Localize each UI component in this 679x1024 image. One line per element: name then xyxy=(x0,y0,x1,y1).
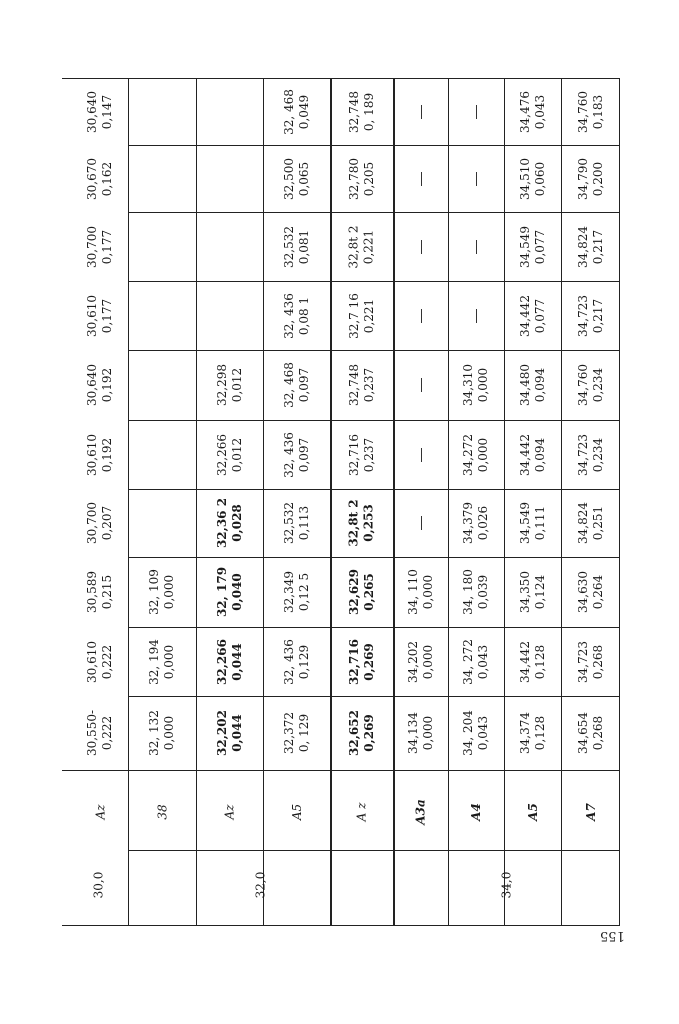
cell-value: 32, 179 xyxy=(214,566,229,618)
cell-value: 34,549 xyxy=(517,225,532,268)
table-cell xyxy=(215,567,245,617)
table-cell xyxy=(461,434,491,476)
cell-value: 34, 110 xyxy=(405,569,420,615)
cell-value: 0,012 xyxy=(229,437,244,472)
cell-value: 0,094 xyxy=(532,367,547,403)
row-label xyxy=(414,799,428,824)
cell-value: 0,264 xyxy=(590,574,605,610)
grid-line xyxy=(128,350,620,351)
column-header xyxy=(85,295,115,337)
cell-value: 0,234 xyxy=(590,367,605,403)
grid-line xyxy=(128,770,620,771)
cell-value: 34,374 xyxy=(517,712,532,754)
cell-value: 34,272 xyxy=(461,433,475,476)
table-cell xyxy=(518,571,548,613)
cell-value: 30,700 xyxy=(85,225,99,268)
table-cell xyxy=(346,639,376,685)
table-cell xyxy=(281,89,311,135)
table-cell xyxy=(346,293,376,339)
cell-value: 0,000 xyxy=(420,715,435,751)
cell-value: 0,124 xyxy=(532,574,547,610)
cell-value: 0,192 xyxy=(100,437,114,472)
grid-line xyxy=(504,78,505,926)
grid-line xyxy=(62,78,620,79)
cell-value: 0,205 xyxy=(361,161,376,196)
cell-value: 0,08 1 xyxy=(296,296,311,335)
grid-line xyxy=(561,78,562,926)
cell-value: 34, 180 xyxy=(460,569,475,615)
cell-value: 0,221 xyxy=(361,298,376,333)
header-symbol-labels xyxy=(93,805,107,820)
column-header xyxy=(85,571,115,613)
cell-value: 0,217 xyxy=(590,229,605,264)
table-cell xyxy=(282,712,312,754)
cell-value: 0,043 xyxy=(475,644,490,679)
column-header xyxy=(85,364,115,406)
table-cell xyxy=(347,91,377,133)
cell-value: A5 xyxy=(289,803,304,821)
table-cell xyxy=(281,293,311,339)
grid-line xyxy=(128,627,620,628)
table-cell xyxy=(147,710,177,756)
table-cell xyxy=(214,639,244,685)
grid-line xyxy=(619,78,620,926)
cell-value: 0,094 xyxy=(532,437,547,472)
table-cell xyxy=(147,569,177,615)
cell-value: z xyxy=(93,804,107,811)
table-cell xyxy=(215,498,245,548)
dash-mark xyxy=(421,105,422,119)
dash-mark xyxy=(421,448,422,462)
cell-value: 34,134 xyxy=(405,712,420,754)
column-header xyxy=(85,641,115,683)
row-label xyxy=(223,805,237,820)
table-cell xyxy=(281,432,311,478)
cell-value: 34,654 xyxy=(575,712,590,754)
cell-value: 0,128 xyxy=(532,644,547,679)
cell-value: 34,760 xyxy=(575,364,590,406)
table-cell xyxy=(518,91,548,133)
cell-value: 0, 189 xyxy=(361,92,376,131)
cell-value: 0,000 xyxy=(161,715,176,751)
grid-line xyxy=(393,78,395,926)
table-cell xyxy=(518,712,548,754)
cell-value: 0,113 xyxy=(296,505,311,541)
cell-value: 0,097 xyxy=(296,367,311,403)
grid-line xyxy=(128,557,620,558)
grid-line xyxy=(128,489,620,490)
grid-line xyxy=(128,850,620,851)
cell-value: A3a xyxy=(413,799,428,825)
cell-value: 32, 468 xyxy=(281,362,296,408)
column-header xyxy=(85,226,115,268)
cell-value: 32,532 xyxy=(281,502,296,544)
cell-value: 34,480 xyxy=(517,364,532,406)
grid-line xyxy=(62,770,128,771)
cell-value: 34,723 xyxy=(575,433,590,476)
cell-value: 0,000 xyxy=(161,644,176,679)
cell-value: 0,234 xyxy=(590,437,605,472)
cell-value: 34,549 xyxy=(517,502,532,544)
cell-value: 0,253 xyxy=(361,504,376,542)
cell-value: 0,026 xyxy=(476,505,490,541)
grid-line xyxy=(128,145,620,146)
grid-line xyxy=(128,696,620,697)
cell-value: 34,824 xyxy=(575,225,590,268)
table-cell xyxy=(461,639,491,685)
cell-value: 0,192 xyxy=(100,367,114,403)
table-cell xyxy=(347,225,377,268)
table-cell xyxy=(576,502,606,544)
cell-value: A5 xyxy=(525,803,540,821)
cell-value: 0,200 xyxy=(590,161,605,196)
table-cell xyxy=(215,364,245,406)
grid-line xyxy=(128,212,620,213)
cell-value: 38 xyxy=(155,804,170,820)
cell-value: 0,237 xyxy=(361,367,376,403)
table-cell xyxy=(147,639,177,685)
table-cell xyxy=(281,639,311,685)
dash-mark xyxy=(421,516,422,530)
grid-line xyxy=(128,281,620,282)
dash-mark xyxy=(421,240,422,254)
cell-value: 30,700 xyxy=(85,502,99,544)
row-label xyxy=(469,803,483,821)
cell-value: 34,379 xyxy=(461,502,475,544)
cell-value: 30,610 xyxy=(85,294,99,337)
table-cell xyxy=(518,641,548,683)
cell-value: 34,350 xyxy=(517,571,532,613)
cell-value: 30,640 xyxy=(85,364,99,406)
dash-mark xyxy=(421,309,422,323)
dash-mark xyxy=(476,240,477,254)
cell-value: 0,217 xyxy=(590,298,605,333)
cell-value: Az xyxy=(222,804,237,820)
dash-mark xyxy=(421,172,422,186)
table-cell xyxy=(461,364,491,406)
table-cell xyxy=(576,364,606,406)
table-cell xyxy=(406,641,436,683)
table-cell xyxy=(576,158,606,200)
cell-value: 0,039 xyxy=(475,574,490,610)
grid-line xyxy=(448,78,449,926)
row-label xyxy=(354,803,368,822)
column-header xyxy=(85,502,115,544)
cell-value: 32,202 xyxy=(214,710,229,756)
cell-value: 0,207 xyxy=(100,505,114,541)
table-cell xyxy=(576,571,606,613)
cell-value: 0,147 xyxy=(100,94,114,129)
cell-value: 0,177 xyxy=(100,298,114,333)
grid-line xyxy=(263,78,264,926)
cell-value: 34,442 xyxy=(517,433,532,476)
cell-value: 0,111 xyxy=(532,505,547,541)
cell-value: 0,12 5 xyxy=(296,572,311,612)
dash-mark xyxy=(421,378,422,392)
cell-value: 30,589 xyxy=(85,571,99,613)
cell-value: 0,269 xyxy=(361,642,376,681)
cell-value: 0,222 xyxy=(100,644,114,679)
table-cell xyxy=(346,710,376,756)
cell-value: 32,8t 2 xyxy=(346,499,361,547)
cell-value: 34,476 xyxy=(517,90,532,133)
cell-value: 0,268 xyxy=(590,644,605,679)
table-cell xyxy=(518,434,548,476)
cell-value: 32,8t 2 xyxy=(346,225,361,268)
cell-value: 0,162 xyxy=(100,161,114,196)
table-cell xyxy=(576,641,606,683)
cell-value: 32,652 xyxy=(346,710,361,756)
cell-value: 0,269 xyxy=(361,714,376,752)
cell-value: 0,077 xyxy=(532,229,547,264)
table-cell xyxy=(282,226,312,268)
cell-value: 32,716 xyxy=(346,433,361,476)
table-cell xyxy=(281,362,311,408)
table-cell xyxy=(518,295,548,337)
cell-value: 0,000 xyxy=(420,574,435,610)
table-cell xyxy=(215,434,245,476)
cell-value: 32,298 xyxy=(214,364,229,406)
cell-value: 32, 468 xyxy=(281,88,296,135)
cell-value: 0,265 xyxy=(361,573,376,611)
cell-value: 0,097 xyxy=(296,437,311,472)
row-label xyxy=(290,804,304,820)
cell-value: 0,044 xyxy=(229,642,244,681)
cell-value: A7 xyxy=(583,803,598,821)
cell-value: 34,442 xyxy=(517,294,532,337)
table-cell xyxy=(461,502,491,544)
cell-value: 0,012 xyxy=(229,367,244,403)
table-cell xyxy=(346,569,376,615)
cell-value: 0,177 xyxy=(100,229,114,264)
page-number: 155 xyxy=(600,928,625,943)
grid-line xyxy=(330,78,332,926)
cell-value: 34,790 xyxy=(575,157,590,200)
dash-mark xyxy=(476,172,477,186)
cell-value: 34,630 xyxy=(575,571,590,613)
cell-value: 30,610 xyxy=(85,433,99,476)
cell-value: A xyxy=(93,810,107,820)
group-label xyxy=(253,872,267,899)
cell-value: 0,000 xyxy=(161,574,176,610)
grid-line xyxy=(62,925,620,926)
cell-value: 0,268 xyxy=(590,715,605,751)
table-cell xyxy=(461,710,491,756)
cell-value: 32,7 16 xyxy=(346,292,361,339)
cell-value: 0,043 xyxy=(532,94,547,129)
cell-value: 0,060 xyxy=(532,161,547,196)
cell-value: 32,629 xyxy=(346,569,361,615)
cell-value: 0,081 xyxy=(296,229,311,264)
cell-value: 32,266 xyxy=(214,638,229,685)
cell-value: 34, 272 xyxy=(460,638,475,685)
table-cell xyxy=(576,295,606,337)
table-cell xyxy=(282,158,312,200)
cell-value: 32,748 xyxy=(346,364,361,406)
cell-value: 32, 109 xyxy=(146,569,161,615)
cell-value: 0,183 xyxy=(590,94,605,129)
cell-value: 34,723 xyxy=(575,294,590,337)
cell-value: 0,129 xyxy=(296,644,311,679)
cell-value: 0,000 xyxy=(476,367,490,403)
cell-value: 0,215 xyxy=(100,574,114,610)
column-header xyxy=(85,91,115,133)
grid-line xyxy=(128,420,620,421)
table-cell xyxy=(347,499,377,546)
table-cell xyxy=(214,710,244,756)
cell-value: A z xyxy=(354,802,369,822)
cell-value: 30,0 xyxy=(90,871,105,899)
cell-value: 32,36 2 xyxy=(214,497,229,549)
cell-value: 34,442 xyxy=(517,640,532,683)
table-cell xyxy=(282,571,312,613)
cell-value: 32,532 xyxy=(281,225,296,268)
cell-value: 0,251 xyxy=(590,505,605,541)
column-header xyxy=(85,710,115,756)
cell-value: 34, 204 xyxy=(460,710,475,756)
cell-value: 32,780 xyxy=(346,157,361,200)
cell-value: 34,760 xyxy=(575,90,590,133)
table-cell xyxy=(282,502,312,544)
column-header xyxy=(85,158,115,200)
cell-value: 0,237 xyxy=(361,437,376,472)
table-cell xyxy=(576,712,606,754)
cell-value: A4 xyxy=(468,803,483,821)
cell-value: 0,221 xyxy=(361,229,376,264)
cell-value: 0,128 xyxy=(532,715,547,751)
cell-value: 34,310 xyxy=(461,364,475,406)
dash-mark xyxy=(476,105,477,119)
cell-value: 30,640 xyxy=(85,90,99,133)
table-cell xyxy=(461,569,491,615)
cell-value: 32,716 xyxy=(346,638,361,685)
table-cell xyxy=(518,226,548,268)
cell-value: 34,0 xyxy=(499,871,514,899)
cell-value: 0,040 xyxy=(229,573,244,611)
cell-value: 0,049 xyxy=(296,94,311,129)
cell-value: 34,824 xyxy=(575,502,590,544)
cell-value: 0,077 xyxy=(532,298,547,333)
cell-value: 32, 132 xyxy=(146,710,161,756)
cell-value: 32,0 xyxy=(253,871,268,899)
grid-line xyxy=(196,78,197,926)
grid-line xyxy=(128,78,129,926)
column-header xyxy=(85,434,115,476)
table-cell xyxy=(518,158,548,200)
cell-value: 0,000 xyxy=(420,644,435,679)
table-cell xyxy=(576,434,606,476)
table-cell xyxy=(576,226,606,268)
dash-mark xyxy=(476,309,477,323)
table-cell xyxy=(518,364,548,406)
table-cell xyxy=(347,364,377,406)
cell-value: 32, 436 xyxy=(281,292,296,339)
table-cell xyxy=(347,434,377,476)
cell-value: 0,065 xyxy=(296,161,311,196)
row-label xyxy=(583,803,597,821)
cell-value: 0,043 xyxy=(475,715,490,751)
cell-value: 34,723 xyxy=(575,640,590,683)
cell-value: 0,222 xyxy=(100,715,115,751)
cell-value: 0,028 xyxy=(229,504,244,542)
cell-value: 32,748 xyxy=(346,90,361,133)
cell-value: 0,000 xyxy=(476,437,490,472)
cell-value: 32, 194 xyxy=(146,638,161,685)
table-cell xyxy=(405,569,435,615)
row-label xyxy=(155,804,169,819)
cell-value: 30,550- xyxy=(85,709,100,757)
table-cell xyxy=(576,91,606,133)
cell-value: 32,349 xyxy=(281,571,296,613)
cell-value: 32, 436 xyxy=(281,431,296,478)
cell-value: 0,044 xyxy=(229,714,244,752)
header-group-label xyxy=(91,872,105,899)
cell-value: 32,500 xyxy=(281,157,296,200)
cell-value: 34,510 xyxy=(517,157,532,200)
table-cell xyxy=(406,712,436,754)
cell-value: 32, 436 xyxy=(281,638,296,685)
row-label xyxy=(525,803,539,821)
cell-value: 32,266 xyxy=(214,433,229,476)
cell-value: 34,202 xyxy=(405,640,420,683)
cell-value: 30,610 xyxy=(85,640,99,683)
cell-value: 30,670 xyxy=(85,157,99,200)
cell-value: 32,372 xyxy=(281,712,296,754)
group-label xyxy=(499,872,513,899)
table-cell xyxy=(347,158,377,200)
cell-value: 0, 129 xyxy=(296,713,311,753)
table-cell xyxy=(518,502,548,544)
